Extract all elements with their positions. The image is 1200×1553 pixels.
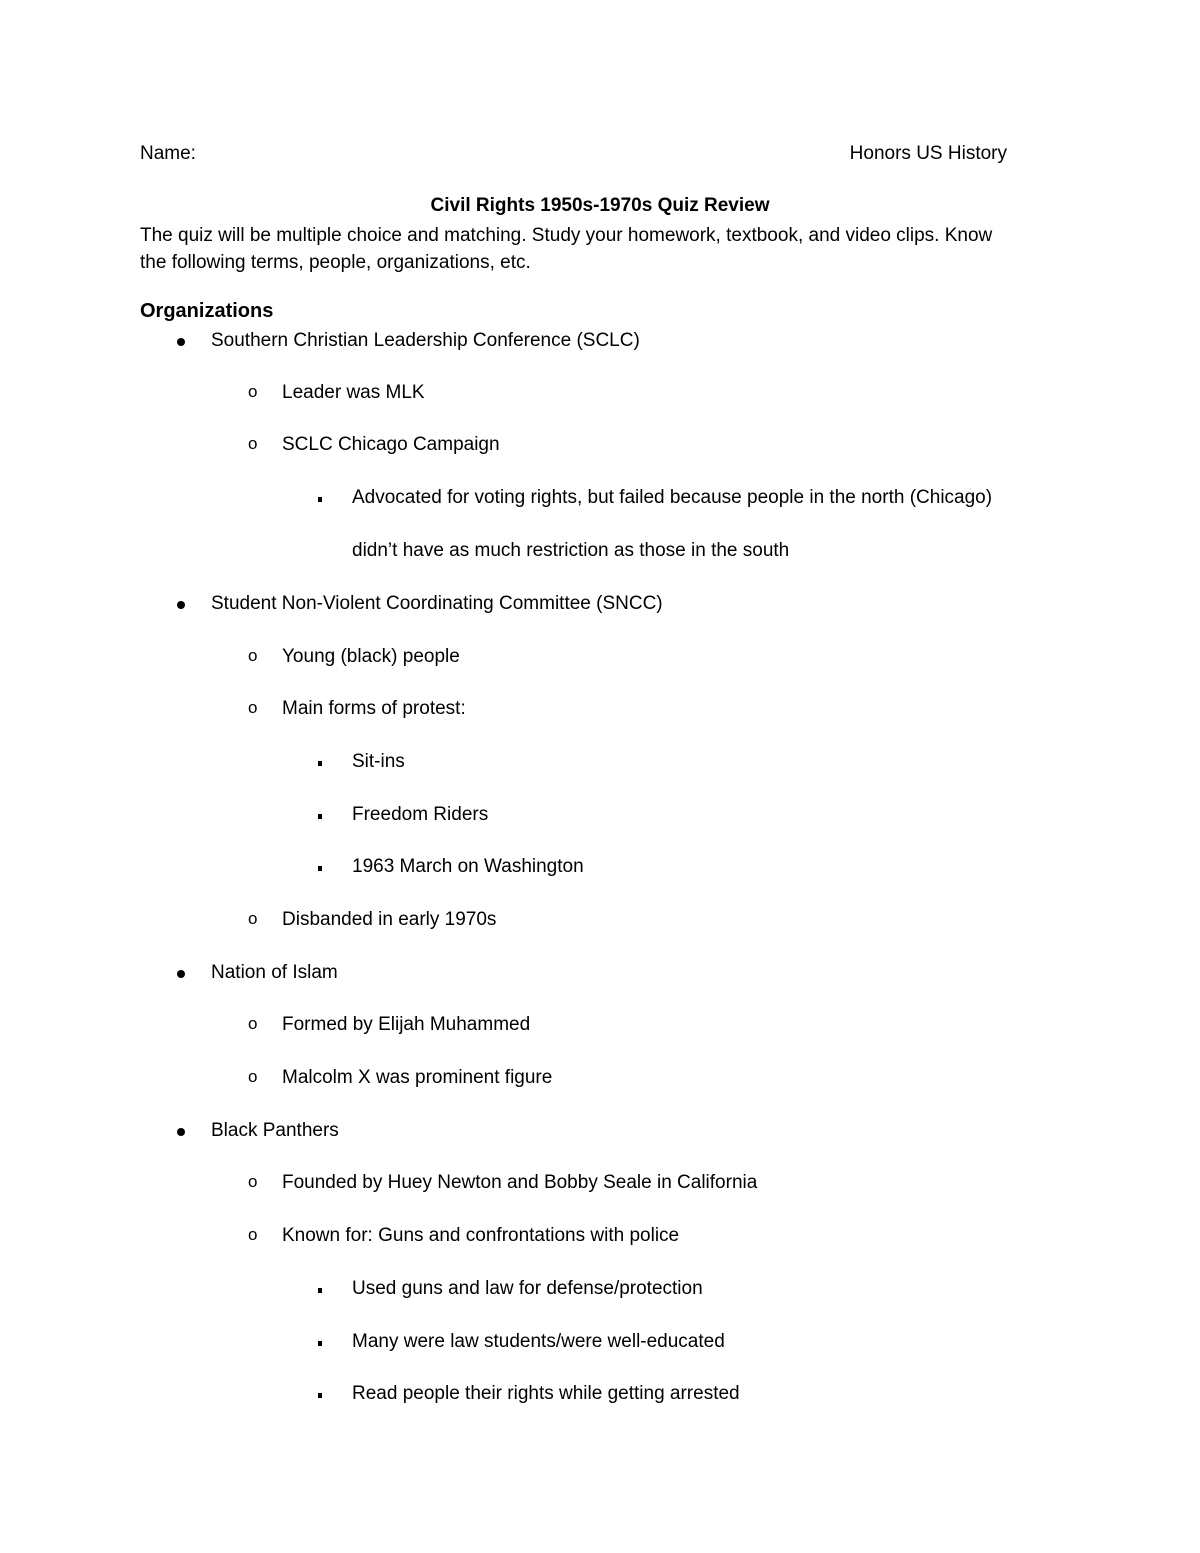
- list-item-sncc: [211, 593, 663, 615]
- list-item-sclc-leader: [248, 382, 425, 404]
- circle-bullet-icon: o: [248, 909, 258, 928]
- list-item-label: Southern Christian Leadership Conference (SCLC): [211, 330, 640, 351]
- square-bullet-icon: [318, 1393, 322, 1398]
- list-item-label: Many were law students/were well-educated: [352, 1331, 725, 1352]
- square-bullet-icon: [318, 1341, 322, 1346]
- square-bullet-icon: [318, 761, 322, 766]
- list-item-noi-figure: [248, 1067, 553, 1089]
- circle-bullet-icon: o: [248, 382, 258, 401]
- list-item-label: Founded by Huey Newton and Bobby Seale in California: [282, 1172, 758, 1193]
- square-bullet-icon: [318, 1288, 322, 1293]
- list-item-label: Main forms of protest:: [282, 698, 466, 719]
- list-item-label: Leader was MLK: [282, 382, 425, 403]
- bullet-icon: [177, 338, 185, 346]
- intro-line-2: the following terms, people, organizations, etc.: [140, 252, 531, 273]
- list-item-label: SCLC Chicago Campaign: [282, 434, 500, 455]
- list-item-sclc-campaign: [248, 434, 500, 456]
- list-item-panthers-known: [248, 1225, 680, 1247]
- square-bullet-icon: [318, 497, 322, 502]
- list-item-sncc-protest-1: [352, 751, 405, 773]
- intro-paragraph: [140, 222, 1050, 276]
- bullet-icon: [177, 601, 185, 609]
- circle-bullet-icon: o: [248, 646, 258, 665]
- list-item-sncc-members: [248, 646, 460, 668]
- list-item-label: Student Non-Violent Coordinating Committee (SNCC): [211, 593, 663, 614]
- list-item-label: Black Panthers: [211, 1120, 339, 1141]
- course-label: Honors US History: [849, 143, 1007, 164]
- list-item-label: Nation of Islam: [211, 962, 338, 983]
- list-item-label: Freedom Riders: [352, 804, 489, 825]
- circle-bullet-icon: o: [248, 434, 258, 453]
- list-item-panthers-known-2: [352, 1331, 725, 1353]
- list-item-continuation: didn’t have as much restriction as those in the south: [352, 540, 790, 561]
- list-item-label: Formed by Elijah Muhammed: [282, 1014, 531, 1035]
- bullet-icon: [177, 970, 185, 978]
- list-item-label: Used guns and law for defense/protection: [352, 1278, 703, 1299]
- square-bullet-icon: [318, 866, 322, 871]
- list-item-noi-formed: [248, 1014, 531, 1036]
- circle-bullet-icon: o: [248, 1172, 258, 1191]
- list-item-black-panthers: [211, 1120, 339, 1142]
- list-item-nation-of-islam: [211, 962, 338, 984]
- list-item-label: Disbanded in early 1970s: [282, 909, 497, 930]
- list-item-label: Read people their rights while getting arrested: [352, 1383, 740, 1404]
- list-item-label: 1963 March on Washington: [352, 856, 584, 877]
- list-item-label: Known for: Guns and confrontations with police: [282, 1225, 680, 1246]
- circle-bullet-icon: o: [248, 1067, 258, 1086]
- list-item-panthers-founded: [248, 1172, 758, 1194]
- section-heading-organizations: Organizations: [140, 300, 274, 322]
- list-item-sncc-disbanded: [248, 909, 497, 931]
- list-item-sncc-protest: [248, 698, 466, 720]
- list-item-label: Malcolm X was prominent figure: [282, 1067, 553, 1088]
- square-bullet-icon: [318, 814, 322, 819]
- list-item-label: Sit-ins: [352, 751, 405, 772]
- list-item-sclc-campaign-detail: [352, 487, 992, 509]
- name-label: Name:: [140, 143, 196, 164]
- header-row: [140, 143, 1010, 169]
- circle-bullet-icon: o: [248, 698, 258, 717]
- bullet-icon: [177, 1128, 185, 1136]
- list-item-sncc-protest-2: [352, 804, 488, 826]
- list-item-label: Advocated for voting rights, but failed because people in the north (Chicago): [352, 487, 993, 508]
- document-title: Civil Rights 1950s-1970s Quiz Review: [430, 195, 770, 216]
- list-item-label: Young (black) people: [282, 646, 460, 667]
- list-item-panthers-known-1: [352, 1278, 703, 1300]
- list-item-panthers-known-3: [352, 1383, 740, 1405]
- list-item-sncc-protest-3: [352, 856, 584, 878]
- circle-bullet-icon: o: [248, 1225, 258, 1244]
- intro-line-1: The quiz will be multiple choice and matching. Study your homework, textbook, and video clips. Know: [140, 225, 993, 246]
- list-item-sclc: [211, 330, 640, 352]
- circle-bullet-icon: o: [248, 1014, 258, 1033]
